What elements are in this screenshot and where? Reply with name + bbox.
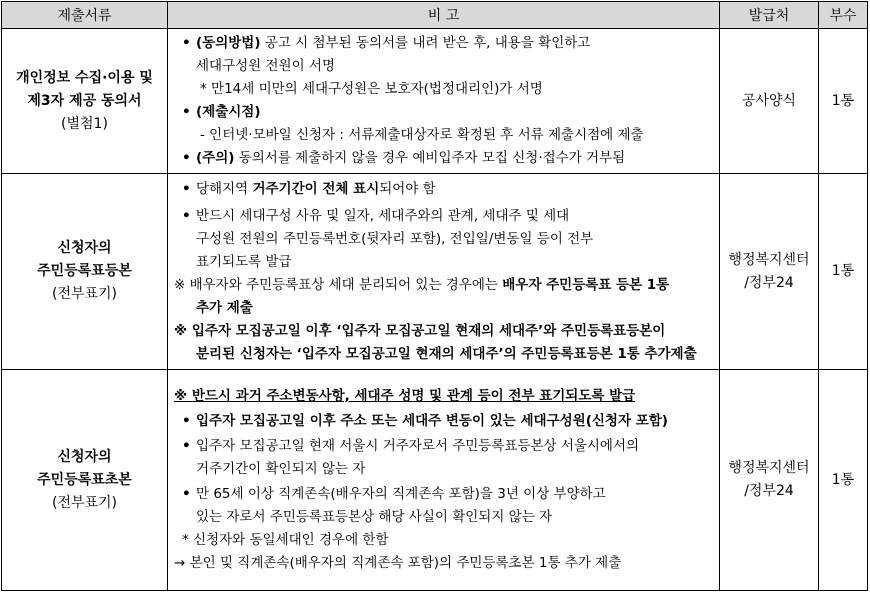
note-line: • (제출시점)	[174, 101, 715, 124]
doc-name-cell	[2, 174, 168, 370]
doc-name: 주민등록표초본	[37, 471, 132, 488]
document-table	[1, 1, 868, 591]
note-line: 분리된 신청자는 ‘입주자 모집공고일 현재의 세대주’의 주민등록표등본 1통 추가제출	[196, 345, 697, 362]
note-line: • 만 65세 이상 직계존속(배우자의 직계존속 포함)을 3년 이상 부양하고	[174, 483, 715, 506]
note-line: 거주기간이 확인되지 않는 자	[196, 461, 366, 477]
header-doc: 제출서류	[2, 2, 168, 29]
table-row	[2, 174, 868, 370]
note-line: ※ 입주자 모집공고일 이후 ‘입주자 모집공고일 현재의 세대주’와 주민등록표등본이	[174, 322, 666, 339]
note-line: • 입주자 모집공고일 현재 서울시 거주자로서 주민등록표등본상 서울시에서의	[174, 435, 715, 458]
notes-cell	[168, 370, 720, 591]
doc-name-cell	[2, 29, 168, 174]
table-row	[2, 29, 868, 174]
table-row	[2, 370, 868, 591]
note-line: ※ 반드시 과거 주소변동사항, 세대주 성명 및 관계 등이 전부 표기되도록 발급	[174, 388, 636, 404]
header-issuer: 발급처	[720, 2, 819, 29]
note-line: 추가 제출	[196, 299, 253, 316]
doc-name: 제3자 제공 동의서	[27, 92, 142, 109]
note-line: 표기되도록 발급	[196, 253, 292, 270]
note-line: - 인터넷·모바일 신청자 : 서류제출대상자로 확정된 후 서류 제출시점에 제출	[200, 127, 644, 143]
doc-note: (전부표기)	[51, 494, 118, 511]
note-line: 세대구성원 전원이 서명	[196, 58, 335, 74]
doc-note: (전부표기)	[51, 286, 118, 302]
doc-name: 신청자의	[57, 448, 112, 465]
issuer-cell: 공사양식	[720, 29, 819, 174]
notes-cell	[168, 174, 720, 370]
doc-name: 신청자의	[57, 240, 112, 256]
note-line: 구성원 전원의 주민등록번호(뒷자리 포함), 전입일/변동일 등이 전부	[196, 230, 594, 247]
copies-cell: 1통	[819, 174, 868, 370]
copies-cell: 1통	[819, 370, 868, 591]
header-row	[2, 2, 868, 29]
header-notes: 비 고	[168, 2, 720, 29]
note-line: * 신청자와 동일세대인 경우에 한함	[182, 532, 389, 548]
note-line: • (주의) 동의서를 제출하지 않을 경우 예비입주자 모집 신청·접수가 거부됨	[174, 147, 715, 170]
issuer-cell: 행정복지센터 /정부24	[720, 370, 819, 591]
note-line: • 당해지역 거주기간이 전체 표시되어야 함	[174, 178, 715, 201]
note-line: → 본인 및 직계존속(배우자의 직계존속 포함)의 주민등록초본 1통 추가 제출	[174, 555, 622, 571]
note-line: • 반드시 세대구성 사유 및 일자, 세대주와의 관계, 세대주 및 세대	[174, 205, 715, 228]
note-line: ※ 배우자와 주민등록표상 세대 분리되어 있는 경우에는 배우자 주민등록표 등본 1통	[174, 276, 670, 293]
copies-cell: 1통	[819, 29, 868, 174]
header-copies: 부수	[819, 2, 868, 29]
issuer-cell: 행정복지센터 /정부24	[720, 174, 819, 370]
notes-cell	[168, 29, 720, 174]
doc-name: 개인정보 수집·이용 및	[16, 69, 153, 86]
note-line: • 입주자 모집공고일 이후 주소 또는 세대주 변동이 있는 세대구성원(신청자 포함)	[174, 410, 715, 433]
doc-name: 주민등록표등본	[37, 263, 132, 279]
note-line: • (동의방법) 공고 시 첨부된 동의서를 내려 받은 후, 내용을 확인하고	[174, 32, 715, 55]
doc-name-cell	[2, 370, 168, 591]
note-line: * 만14세 미만의 세대구성원은 보호자(법정대리인)가 서명	[200, 81, 543, 97]
doc-note: (별첨1)	[61, 115, 108, 132]
note-line: 있는 자로서 주민등록표등본상 해당 사실이 확인되지 않는 자	[196, 509, 553, 525]
